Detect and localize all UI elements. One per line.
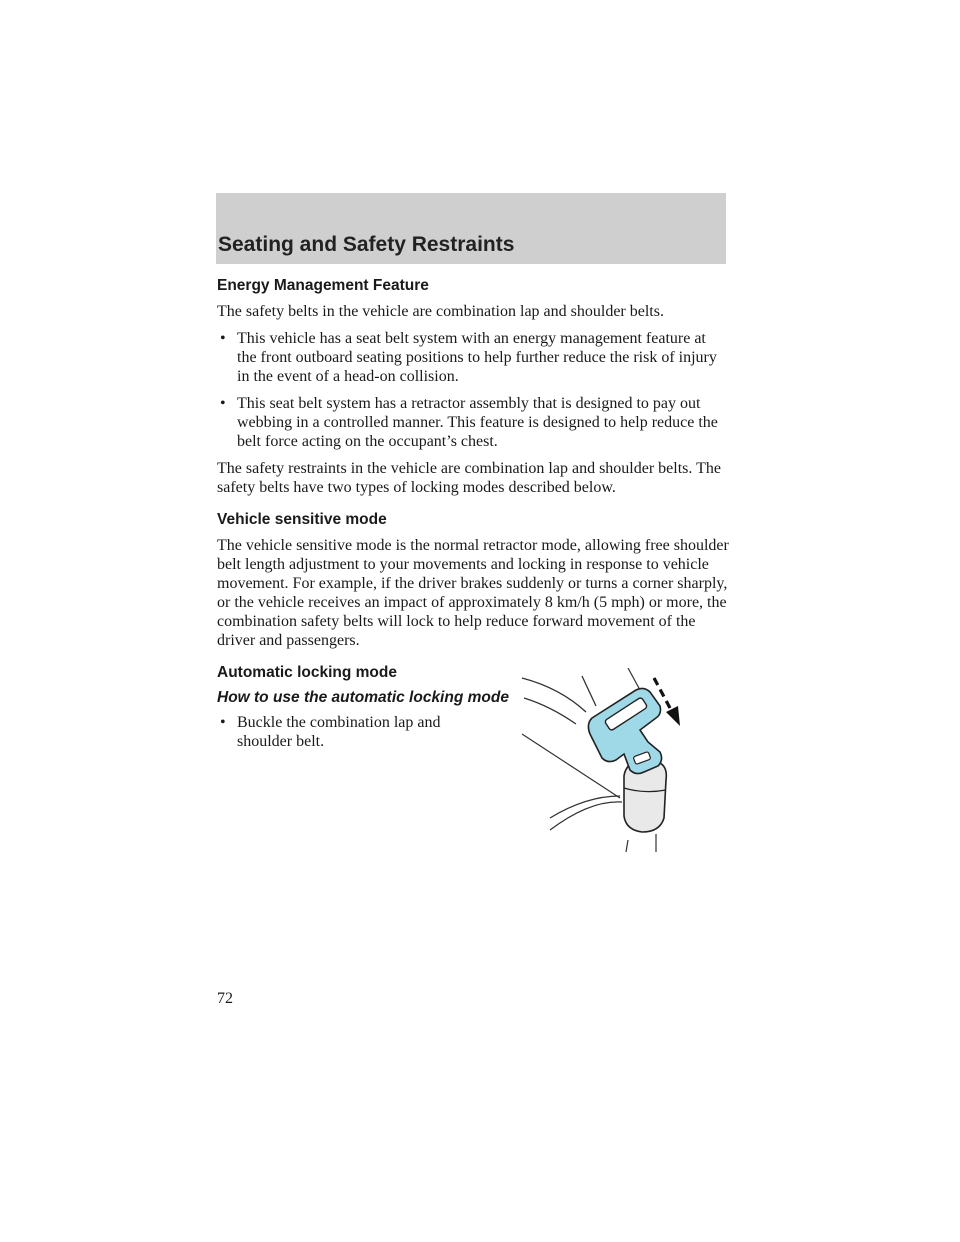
bullet-text: This vehicle has a seat belt system with an energy management feature at the front outboard seating positions to help further reduce the risk of injury in the event of a head-on collision.	[237, 330, 717, 385]
bullet-text: Buckle the combination lap and shoulder belt.	[237, 714, 441, 750]
bullet-text: This seat belt system has a retractor assembly that is designed to pay out webbing in a controlled manner. This feature is designed to help reduce the belt force acting on the occupant’s chest.	[237, 395, 718, 450]
list-item	[217, 394, 729, 451]
seat-belt-buckle-icon	[520, 668, 690, 854]
list-item	[217, 713, 482, 751]
page-title: Seating and Safety Restraints	[218, 233, 515, 256]
automatic-locking-heading: Automatic locking mode	[217, 664, 397, 681]
buckle-tongue	[588, 688, 661, 773]
vehicle-sensitive-heading: Vehicle sensitive mode	[217, 511, 387, 528]
energy-outro: The safety restraints in the vehicle are combination lap and shoulder belts. The safety belts have two types of locking modes described below.	[217, 460, 721, 496]
page-number: 72	[217, 990, 233, 1007]
bullet-icon: •	[220, 395, 226, 412]
vehicle-sensitive-body: The vehicle sensitive mode is the normal retractor mode, allowing free shoulder belt length adjustment to your movements and locking in response to vehicle movement. For example, if the driver brakes suddenly or turns a corner sharply, or the vehicle receives an impact of approximately 8 km/h (5 mph) or more, the combination safety belts will lock to help reduce forward movement of the driver and passengers.	[217, 537, 729, 649]
bullet-icon: •	[220, 330, 226, 347]
list-item	[217, 329, 729, 386]
automatic-locking-subheading: How to use the automatic locking mode	[217, 689, 509, 706]
bullet-icon: •	[220, 714, 226, 731]
energy-heading: Energy Management Feature	[217, 277, 429, 294]
energy-intro: The safety belts in the vehicle are combination lap and shoulder belts.	[217, 303, 664, 320]
